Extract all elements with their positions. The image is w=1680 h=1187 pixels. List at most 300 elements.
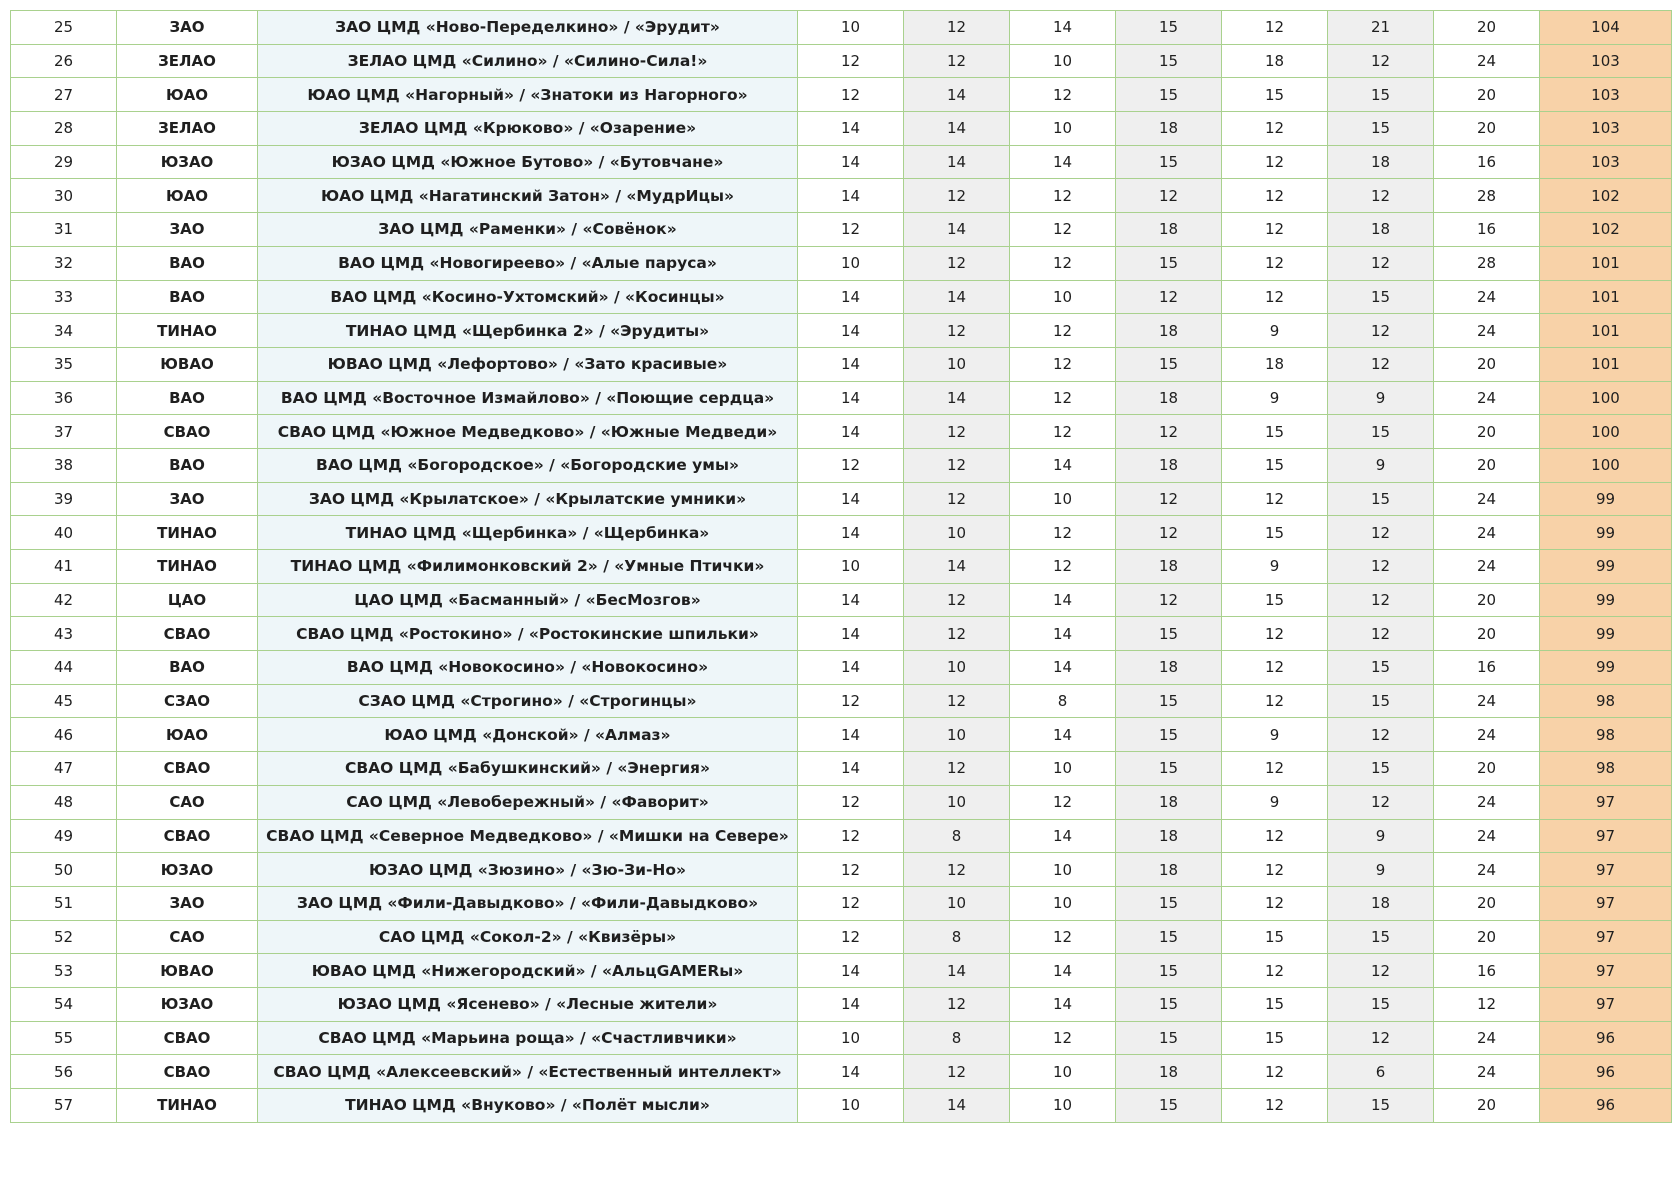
- table-row: [11, 819, 1672, 853]
- round-score-cell-2: 14: [904, 954, 1010, 988]
- round-score-cell-6: 18: [1328, 886, 1434, 920]
- round-score-cell-3: 14: [1010, 819, 1116, 853]
- round-score-cell-7: 12: [1434, 987, 1540, 1021]
- round-score-cell-4: 15: [1116, 886, 1222, 920]
- round-score-cell-5: 9: [1222, 550, 1328, 584]
- round-score-cell-3: 12: [1010, 347, 1116, 381]
- round-score-cell-4: 15: [1116, 987, 1222, 1021]
- round-score-cell-3: 14: [1010, 987, 1116, 1021]
- team-name-cell: ЮВАО ЦМД «Нижегородский» / «АльцGAMERы»: [258, 954, 798, 988]
- round-score-cell-5: 15: [1222, 987, 1328, 1021]
- okrug-cell: ЮЗАО: [117, 145, 258, 179]
- round-score-cell-6: 12: [1328, 718, 1434, 752]
- round-score-cell-3: 10: [1010, 280, 1116, 314]
- total-score-cell: 100: [1540, 415, 1672, 449]
- round-score-cell-5: 12: [1222, 112, 1328, 146]
- total-score-cell: 97: [1540, 987, 1672, 1021]
- round-score-cell-1: 14: [798, 179, 904, 213]
- okrug-cell: ЮАО: [117, 78, 258, 112]
- table-row: [11, 381, 1672, 415]
- place-cell: 27: [11, 78, 117, 112]
- place-cell: 28: [11, 112, 117, 146]
- table-row: [11, 583, 1672, 617]
- round-score-cell-5: 18: [1222, 347, 1328, 381]
- round-score-cell-6: 9: [1328, 819, 1434, 853]
- place-cell: 42: [11, 583, 117, 617]
- round-score-cell-6: 15: [1328, 78, 1434, 112]
- okrug-cell: ЗАО: [117, 482, 258, 516]
- round-score-cell-6: 12: [1328, 1021, 1434, 1055]
- okrug-cell: СВАО: [117, 819, 258, 853]
- round-score-cell-3: 12: [1010, 78, 1116, 112]
- team-name-cell: ТИНАО ЦМД «Щербинка 2» / «Эрудиты»: [258, 314, 798, 348]
- total-score-cell: 102: [1540, 179, 1672, 213]
- team-name-cell: ЗАО ЦМД «Раменки» / «Совёнок»: [258, 213, 798, 247]
- round-score-cell-1: 12: [798, 44, 904, 78]
- team-name-cell: ВАО ЦМД «Богородское» / «Богородские умы»: [258, 448, 798, 482]
- round-score-cell-1: 10: [798, 550, 904, 584]
- round-score-cell-5: 15: [1222, 448, 1328, 482]
- team-name-cell: ЗЕЛАО ЦМД «Силино» / «Силино-Сила!»: [258, 44, 798, 78]
- team-name-cell: ЮАО ЦМД «Нагорный» / «Знатоки из Нагорного»: [258, 78, 798, 112]
- round-score-cell-2: 14: [904, 280, 1010, 314]
- round-score-cell-4: 15: [1116, 954, 1222, 988]
- round-score-cell-3: 10: [1010, 1055, 1116, 1089]
- round-score-cell-7: 24: [1434, 1021, 1540, 1055]
- round-score-cell-6: 12: [1328, 246, 1434, 280]
- round-score-cell-6: 15: [1328, 684, 1434, 718]
- round-score-cell-5: 12: [1222, 179, 1328, 213]
- round-score-cell-4: 12: [1116, 516, 1222, 550]
- round-score-cell-1: 14: [798, 482, 904, 516]
- round-score-cell-7: 20: [1434, 920, 1540, 954]
- okrug-cell: СВАО: [117, 617, 258, 651]
- total-score-cell: 103: [1540, 44, 1672, 78]
- round-score-cell-4: 15: [1116, 718, 1222, 752]
- round-score-cell-2: 14: [904, 550, 1010, 584]
- round-score-cell-1: 14: [798, 280, 904, 314]
- total-score-cell: 97: [1540, 920, 1672, 954]
- place-cell: 31: [11, 213, 117, 247]
- team-name-cell: ЮВАО ЦМД «Лефортово» / «Зато красивые»: [258, 347, 798, 381]
- round-score-cell-3: 12: [1010, 246, 1116, 280]
- table-row: [11, 785, 1672, 819]
- round-score-cell-1: 12: [798, 920, 904, 954]
- round-score-cell-5: 12: [1222, 246, 1328, 280]
- okrug-cell: САО: [117, 920, 258, 954]
- round-score-cell-1: 14: [798, 987, 904, 1021]
- table-row: [11, 415, 1672, 449]
- team-name-cell: ВАО ЦМД «Новогиреево» / «Алые паруса»: [258, 246, 798, 280]
- round-score-cell-5: 12: [1222, 954, 1328, 988]
- round-score-cell-3: 8: [1010, 684, 1116, 718]
- round-score-cell-4: 18: [1116, 1055, 1222, 1089]
- place-cell: 47: [11, 752, 117, 786]
- round-score-cell-3: 12: [1010, 1021, 1116, 1055]
- round-score-cell-7: 20: [1434, 11, 1540, 45]
- round-score-cell-4: 15: [1116, 1089, 1222, 1123]
- table-row: [11, 1089, 1672, 1123]
- round-score-cell-4: 12: [1116, 583, 1222, 617]
- table-row: [11, 1021, 1672, 1055]
- table-row: [11, 651, 1672, 685]
- okrug-cell: ЗЕЛАО: [117, 44, 258, 78]
- round-score-cell-7: 24: [1434, 44, 1540, 78]
- round-score-cell-1: 12: [798, 785, 904, 819]
- place-cell: 48: [11, 785, 117, 819]
- okrug-cell: ВАО: [117, 246, 258, 280]
- round-score-cell-6: 12: [1328, 314, 1434, 348]
- round-score-cell-5: 12: [1222, 684, 1328, 718]
- table-row: [11, 853, 1672, 887]
- round-score-cell-1: 14: [798, 516, 904, 550]
- table-row: [11, 516, 1672, 550]
- round-score-cell-2: 10: [904, 886, 1010, 920]
- round-score-cell-2: 12: [904, 415, 1010, 449]
- total-score-cell: 99: [1540, 617, 1672, 651]
- round-score-cell-3: 12: [1010, 415, 1116, 449]
- okrug-cell: ТИНАО: [117, 550, 258, 584]
- place-cell: 51: [11, 886, 117, 920]
- place-cell: 37: [11, 415, 117, 449]
- round-score-cell-1: 14: [798, 617, 904, 651]
- round-score-cell-4: 15: [1116, 145, 1222, 179]
- okrug-cell: СВАО: [117, 415, 258, 449]
- round-score-cell-5: 12: [1222, 1089, 1328, 1123]
- round-score-cell-2: 12: [904, 44, 1010, 78]
- table-row: [11, 246, 1672, 280]
- round-score-cell-6: 12: [1328, 347, 1434, 381]
- okrug-cell: САО: [117, 785, 258, 819]
- okrug-cell: ЗЕЛАО: [117, 112, 258, 146]
- okrug-cell: ВАО: [117, 651, 258, 685]
- round-score-cell-1: 14: [798, 347, 904, 381]
- team-name-cell: ВАО ЦМД «Косино-Ухтомский» / «Косинцы»: [258, 280, 798, 314]
- round-score-cell-1: 14: [798, 752, 904, 786]
- round-score-cell-4: 12: [1116, 179, 1222, 213]
- table-row: [11, 179, 1672, 213]
- round-score-cell-2: 10: [904, 651, 1010, 685]
- round-score-cell-2: 12: [904, 179, 1010, 213]
- round-score-cell-4: 18: [1116, 381, 1222, 415]
- okrug-cell: ВАО: [117, 381, 258, 415]
- total-score-cell: 96: [1540, 1055, 1672, 1089]
- place-cell: 49: [11, 819, 117, 853]
- round-score-cell-6: 15: [1328, 752, 1434, 786]
- okrug-cell: СЗАО: [117, 684, 258, 718]
- table-row: [11, 11, 1672, 45]
- round-score-cell-5: 12: [1222, 853, 1328, 887]
- round-score-cell-6: 9: [1328, 853, 1434, 887]
- okrug-cell: ЮВАО: [117, 954, 258, 988]
- okrug-cell: ЗАО: [117, 886, 258, 920]
- table-row: [11, 920, 1672, 954]
- total-score-cell: 102: [1540, 213, 1672, 247]
- okrug-cell: СВАО: [117, 1021, 258, 1055]
- results-table-wrapper: [10, 10, 1671, 1123]
- round-score-cell-3: 14: [1010, 11, 1116, 45]
- round-score-cell-3: 12: [1010, 920, 1116, 954]
- total-score-cell: 97: [1540, 954, 1672, 988]
- total-score-cell: 99: [1540, 550, 1672, 584]
- round-score-cell-2: 12: [904, 482, 1010, 516]
- round-score-cell-7: 24: [1434, 718, 1540, 752]
- table-row: [11, 347, 1672, 381]
- place-cell: 45: [11, 684, 117, 718]
- table-row: [11, 44, 1672, 78]
- round-score-cell-7: 24: [1434, 819, 1540, 853]
- round-score-cell-4: 18: [1116, 550, 1222, 584]
- place-cell: 41: [11, 550, 117, 584]
- round-score-cell-2: 10: [904, 347, 1010, 381]
- place-cell: 33: [11, 280, 117, 314]
- round-score-cell-7: 16: [1434, 213, 1540, 247]
- round-score-cell-3: 12: [1010, 381, 1116, 415]
- round-score-cell-6: 15: [1328, 1089, 1434, 1123]
- okrug-cell: ЮАО: [117, 718, 258, 752]
- round-score-cell-3: 12: [1010, 516, 1116, 550]
- round-score-cell-1: 14: [798, 314, 904, 348]
- team-name-cell: ЗАО ЦМД «Фили-Давыдково» / «Фили-Давыдково»: [258, 886, 798, 920]
- round-score-cell-5: 15: [1222, 920, 1328, 954]
- round-score-cell-1: 14: [798, 145, 904, 179]
- place-cell: 32: [11, 246, 117, 280]
- round-score-cell-7: 20: [1434, 415, 1540, 449]
- round-score-cell-6: 15: [1328, 112, 1434, 146]
- round-score-cell-3: 10: [1010, 886, 1116, 920]
- total-score-cell: 101: [1540, 280, 1672, 314]
- team-name-cell: СЗАО ЦМД «Строгино» / «Строгинцы»: [258, 684, 798, 718]
- round-score-cell-5: 12: [1222, 819, 1328, 853]
- round-score-cell-6: 18: [1328, 213, 1434, 247]
- round-score-cell-7: 24: [1434, 314, 1540, 348]
- round-score-cell-7: 28: [1434, 246, 1540, 280]
- round-score-cell-5: 12: [1222, 1055, 1328, 1089]
- round-score-cell-6: 12: [1328, 583, 1434, 617]
- round-score-cell-7: 24: [1434, 482, 1540, 516]
- okrug-cell: ЮЗАО: [117, 987, 258, 1021]
- table-row: [11, 954, 1672, 988]
- round-score-cell-5: 12: [1222, 280, 1328, 314]
- round-score-cell-1: 14: [798, 112, 904, 146]
- round-score-cell-2: 8: [904, 1021, 1010, 1055]
- round-score-cell-3: 10: [1010, 752, 1116, 786]
- round-score-cell-4: 15: [1116, 347, 1222, 381]
- total-score-cell: 99: [1540, 482, 1672, 516]
- round-score-cell-3: 12: [1010, 550, 1116, 584]
- round-score-cell-3: 12: [1010, 213, 1116, 247]
- round-score-cell-6: 12: [1328, 954, 1434, 988]
- round-score-cell-2: 12: [904, 314, 1010, 348]
- total-score-cell: 100: [1540, 448, 1672, 482]
- round-score-cell-4: 18: [1116, 213, 1222, 247]
- total-score-cell: 98: [1540, 752, 1672, 786]
- round-score-cell-6: 15: [1328, 280, 1434, 314]
- place-cell: 36: [11, 381, 117, 415]
- place-cell: 29: [11, 145, 117, 179]
- table-row: [11, 482, 1672, 516]
- round-score-cell-2: 10: [904, 718, 1010, 752]
- team-name-cell: ВАО ЦМД «Восточное Измайлово» / «Поющие сердца»: [258, 381, 798, 415]
- team-name-cell: ЮАО ЦМД «Донской» / «Алмаз»: [258, 718, 798, 752]
- round-score-cell-7: 24: [1434, 381, 1540, 415]
- round-score-cell-5: 9: [1222, 718, 1328, 752]
- team-name-cell: ЗАО ЦМД «Крылатское» / «Крылатские умники»: [258, 482, 798, 516]
- round-score-cell-4: 15: [1116, 920, 1222, 954]
- results-table: [10, 10, 1672, 1123]
- round-score-cell-3: 14: [1010, 718, 1116, 752]
- round-score-cell-6: 6: [1328, 1055, 1434, 1089]
- round-score-cell-7: 16: [1434, 954, 1540, 988]
- round-score-cell-7: 20: [1434, 752, 1540, 786]
- team-name-cell: ЮЗАО ЦМД «Зюзино» / «Зю-Зи-Но»: [258, 853, 798, 887]
- round-score-cell-5: 12: [1222, 617, 1328, 651]
- round-score-cell-5: 12: [1222, 752, 1328, 786]
- round-score-cell-6: 18: [1328, 145, 1434, 179]
- total-score-cell: 98: [1540, 718, 1672, 752]
- place-cell: 55: [11, 1021, 117, 1055]
- round-score-cell-7: 28: [1434, 179, 1540, 213]
- round-score-cell-7: 16: [1434, 145, 1540, 179]
- round-score-cell-7: 24: [1434, 853, 1540, 887]
- place-cell: 38: [11, 448, 117, 482]
- round-score-cell-3: 14: [1010, 145, 1116, 179]
- round-score-cell-2: 12: [904, 617, 1010, 651]
- round-score-cell-5: 9: [1222, 314, 1328, 348]
- round-score-cell-1: 12: [798, 213, 904, 247]
- round-score-cell-5: 9: [1222, 785, 1328, 819]
- round-score-cell-1: 14: [798, 651, 904, 685]
- okrug-cell: ЮЗАО: [117, 853, 258, 887]
- total-score-cell: 103: [1540, 145, 1672, 179]
- okrug-cell: ЦАО: [117, 583, 258, 617]
- total-score-cell: 97: [1540, 785, 1672, 819]
- team-name-cell: СВАО ЦМД «Ростокино» / «Ростокинские шпильки»: [258, 617, 798, 651]
- team-name-cell: ЦАО ЦМД «Басманный» / «БесМозгов»: [258, 583, 798, 617]
- round-score-cell-6: 9: [1328, 448, 1434, 482]
- round-score-cell-1: 14: [798, 415, 904, 449]
- team-name-cell: СВАО ЦМД «Марьина роща» / «Счастливчики»: [258, 1021, 798, 1055]
- team-name-cell: ВАО ЦМД «Новокосино» / «Новокосино»: [258, 651, 798, 685]
- round-score-cell-3: 10: [1010, 1089, 1116, 1123]
- team-name-cell: ТИНАО ЦМД «Филимонковский 2» / «Умные Птички»: [258, 550, 798, 584]
- round-score-cell-2: 14: [904, 112, 1010, 146]
- table-row: [11, 886, 1672, 920]
- table-row: [11, 987, 1672, 1021]
- team-name-cell: СВАО ЦМД «Бабушкинский» / «Энергия»: [258, 752, 798, 786]
- place-cell: 56: [11, 1055, 117, 1089]
- place-cell: 35: [11, 347, 117, 381]
- round-score-cell-4: 15: [1116, 246, 1222, 280]
- okrug-cell: СВАО: [117, 1055, 258, 1089]
- round-score-cell-6: 12: [1328, 550, 1434, 584]
- table-row: [11, 112, 1672, 146]
- round-score-cell-2: 12: [904, 684, 1010, 718]
- round-score-cell-5: 12: [1222, 11, 1328, 45]
- okrug-cell: ВАО: [117, 280, 258, 314]
- round-score-cell-7: 16: [1434, 651, 1540, 685]
- team-name-cell: ЮЗАО ЦМД «Южное Бутово» / «Бутовчане»: [258, 145, 798, 179]
- round-score-cell-1: 10: [798, 11, 904, 45]
- table-row: [11, 752, 1672, 786]
- round-score-cell-4: 12: [1116, 415, 1222, 449]
- round-score-cell-6: 12: [1328, 516, 1434, 550]
- round-score-cell-4: 15: [1116, 11, 1222, 45]
- round-score-cell-6: 12: [1328, 785, 1434, 819]
- round-score-cell-4: 18: [1116, 651, 1222, 685]
- round-score-cell-3: 10: [1010, 44, 1116, 78]
- round-score-cell-1: 14: [798, 583, 904, 617]
- place-cell: 57: [11, 1089, 117, 1123]
- round-score-cell-1: 12: [798, 819, 904, 853]
- round-score-cell-5: 9: [1222, 381, 1328, 415]
- round-score-cell-4: 18: [1116, 853, 1222, 887]
- team-name-cell: ТИНАО ЦМД «Внуково» / «Полёт мысли»: [258, 1089, 798, 1123]
- total-score-cell: 99: [1540, 651, 1672, 685]
- round-score-cell-7: 24: [1434, 550, 1540, 584]
- okrug-cell: ВАО: [117, 448, 258, 482]
- team-name-cell: ЮЗАО ЦМД «Ясенево» / «Лесные жители»: [258, 987, 798, 1021]
- okrug-cell: ТИНАО: [117, 314, 258, 348]
- round-score-cell-5: 12: [1222, 886, 1328, 920]
- round-score-cell-7: 24: [1434, 785, 1540, 819]
- place-cell: 52: [11, 920, 117, 954]
- round-score-cell-7: 24: [1434, 1055, 1540, 1089]
- round-score-cell-7: 20: [1434, 78, 1540, 112]
- round-score-cell-7: 20: [1434, 448, 1540, 482]
- round-score-cell-7: 20: [1434, 617, 1540, 651]
- round-score-cell-7: 24: [1434, 684, 1540, 718]
- round-score-cell-2: 10: [904, 516, 1010, 550]
- round-score-cell-6: 12: [1328, 617, 1434, 651]
- place-cell: 26: [11, 44, 117, 78]
- table-row: [11, 718, 1672, 752]
- team-name-cell: САО ЦМД «Левобережный» / «Фаворит»: [258, 785, 798, 819]
- round-score-cell-6: 21: [1328, 11, 1434, 45]
- table-row: [11, 314, 1672, 348]
- round-score-cell-7: 20: [1434, 347, 1540, 381]
- round-score-cell-4: 15: [1116, 78, 1222, 112]
- total-score-cell: 97: [1540, 819, 1672, 853]
- round-score-cell-3: 12: [1010, 314, 1116, 348]
- round-score-cell-2: 14: [904, 1089, 1010, 1123]
- round-score-cell-5: 15: [1222, 516, 1328, 550]
- round-score-cell-3: 14: [1010, 448, 1116, 482]
- round-score-cell-2: 12: [904, 448, 1010, 482]
- table-row: [11, 684, 1672, 718]
- round-score-cell-6: 12: [1328, 44, 1434, 78]
- round-score-cell-5: 12: [1222, 651, 1328, 685]
- round-score-cell-6: 9: [1328, 381, 1434, 415]
- round-score-cell-1: 12: [798, 853, 904, 887]
- round-score-cell-7: 24: [1434, 280, 1540, 314]
- round-score-cell-4: 12: [1116, 280, 1222, 314]
- table-row: [11, 550, 1672, 584]
- place-cell: 54: [11, 987, 117, 1021]
- round-score-cell-2: 12: [904, 752, 1010, 786]
- place-cell: 40: [11, 516, 117, 550]
- round-score-cell-3: 14: [1010, 954, 1116, 988]
- place-cell: 43: [11, 617, 117, 651]
- round-score-cell-2: 14: [904, 213, 1010, 247]
- total-score-cell: 97: [1540, 853, 1672, 887]
- total-score-cell: 104: [1540, 11, 1672, 45]
- round-score-cell-3: 12: [1010, 785, 1116, 819]
- table-row: [11, 280, 1672, 314]
- round-score-cell-1: 14: [798, 954, 904, 988]
- place-cell: 34: [11, 314, 117, 348]
- round-score-cell-4: 15: [1116, 684, 1222, 718]
